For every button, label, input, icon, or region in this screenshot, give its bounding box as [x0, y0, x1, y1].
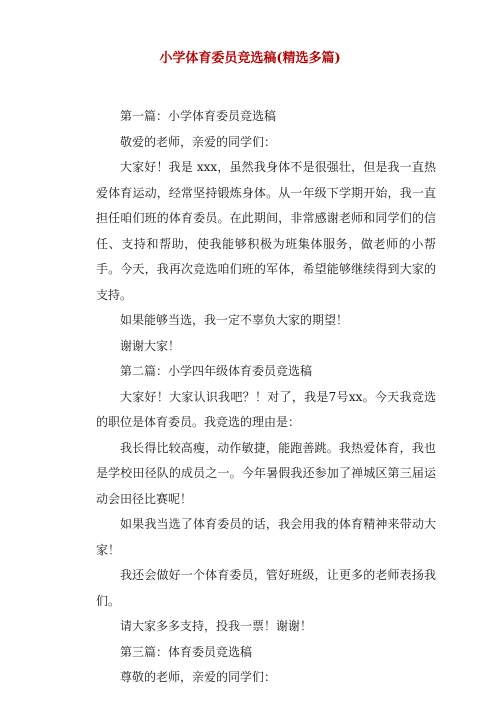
salutation-3: 尊敬的老师，亲爱的同学们： — [120, 670, 277, 684]
paragraph: 请大家多多支持，投我一票！谢谢！ — [120, 619, 313, 633]
paragraph: 大家好！大家认识我吧？！对了，我是7号xx。今天我竞选的职位是体育委员。我竞选的理由是： — [96, 389, 436, 429]
paragraph: 大家好！我是 xxx，虽然我身体不是很强壮，但是我一直热爱体育运动，经常坚持锻炼身体。从一年级下学期开始，我一直担任咱们班的体育委员。在此期间，非常感谢老师和同学们的信任、支持和帮助，使我能够积极为班集体服务，做老师的小帮手。今天，我再次竞选咱们班的军体，希望能够继续得到大家的支持。 — [96, 160, 436, 302]
salutation-1: 敬爱的老师，亲爱的同学们： — [120, 134, 277, 149]
document-body — [96, 104, 436, 691]
document-title: 小学体育委员竞选稿(精选多篇) — [159, 51, 341, 66]
paragraph: 我还会做好一个体育委员，管好班级，让更多的老师表扬我们。 — [96, 568, 436, 608]
section-heading-1: 第一篇：小学体育委员竞选稿 — [120, 109, 277, 123]
paragraph: 谢谢大家！ — [120, 338, 181, 353]
paragraph: 我长得比较高瘦，动作敏捷，能跑善跳。我热爱体育，我也是学校田径队的成员之一。今年暑假我还参加了禅城区第三届运动会田径比赛呢！ — [96, 440, 436, 506]
section-heading-3: 第三篇：体育委员竞选稿 — [120, 644, 253, 659]
section-heading-2: 第二篇：小学四年级体育委员竞选稿 — [120, 364, 313, 378]
paragraph: 如果能够当选，我一定不辜负大家的期望！ — [120, 313, 349, 327]
paragraph: 如果我当选了体育委员的话，我会用我的体育精神来带动大家！ — [96, 517, 436, 557]
